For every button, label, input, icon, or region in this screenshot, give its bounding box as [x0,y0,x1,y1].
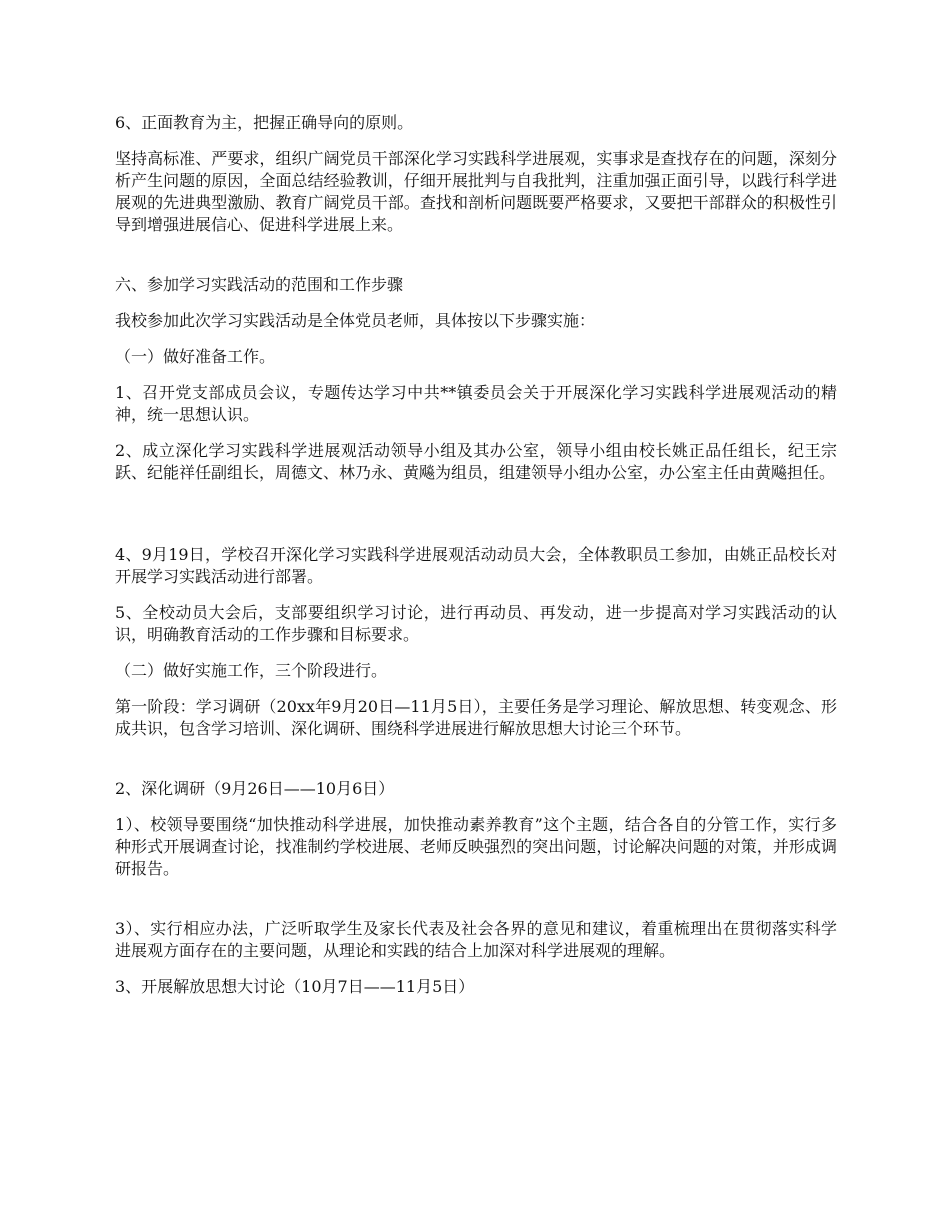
document-page [115,112,837,998]
subheading-implementation: （二）做好实施工作，三个阶段进行。 [115,661,388,680]
paragraph-principle-6-detail: 坚持高标准、严要求，组织广阔党员干部深化学习实践科学进展观，实事求是查找存在的问题，深刻分析产生问题的原因，全面总结经验教训，仔细开展批判与自我批判，注重加强正面引导，以践行科学进展观的先进典型激励、教育广阔党员干部。查找和剖析问题既要严格要求，又要把干部群众的积极性引导到增强进展信心、促进科学进展上来。 [115,149,837,234]
paragraph-research-2-1: 1）、校领导要围绕“加快推动科学进展，加快推动素养教育”这个主题，结合各自的分管工作，实行多种形式开展调查讨论，找准制约学校进展、老师反映强烈的突出问题，讨论解决问题的对策，并形成调研报告。 [115,815,837,878]
paragraph-discussion-3: 3、开展解放思想大讨论（10月7日——11月5日） [115,977,475,996]
paragraph-prep-1: 1、召开党支部成员会议，专题传达学习中共**镇委员会关于开展深化学习实践科学进展观活动的精神，统一思想认识。 [115,383,837,424]
paragraph-research-2-3: 3）、实行相应办法，广泛听取学生及家长代表及社会各界的意见和建议，着重梳理出在贯彻落实科学进展观方面存在的主要问题，从理论和实践的结合上加深对科学进展观的理解。 [115,919,837,960]
subheading-preparation: （一）做好准备工作。 [115,347,276,366]
paragraph-prep-2: 2、成立深化学习实践科学进展观活动领导小组及其办公室，领导小组由校长姚正品任组长，纪王宗跃、纪能祥任副组长，周德文、林乃永、黄飚为组员，组建领导小组办公室，办公室主任由黄飚担任。 [115,441,837,482]
paragraph-prep-4: 4、9月19日，学校召开深化学习实践科学进展观活动动员大会，全体教职员工参加，由姚正品校长对开展学习实践活动进行部署。 [115,545,837,586]
paragraph-research-2: 2、深化调研（9月26日——10月6日） [115,779,395,798]
paragraph-prep-5: 5、全校动员大会后，支部要组织学习讨论，进行再动员、再发动，进一步提高对学习实践活动的认识，明确教育活动的工作步骤和目标要求。 [115,603,837,644]
paragraph-principle-6: 6、正面教育为主，把握正确导向的原则。 [115,113,414,132]
paragraph-scope: 我校参加此次学习实践活动是全体党员老师，具体按以下步骤实施： [115,311,596,330]
paragraph-stage-1: 第一阶段：学习调研（20xx年9月20日—11月5日），主要任务是学习理论、解放思想、转变观念、形成共识，包含学习培训、深化调研、围绕科学进展进行解放思想大讨论三个环节。 [115,697,837,738]
section-heading-6: 六、参加学习实践活动的范围和工作步骤 [115,275,404,294]
